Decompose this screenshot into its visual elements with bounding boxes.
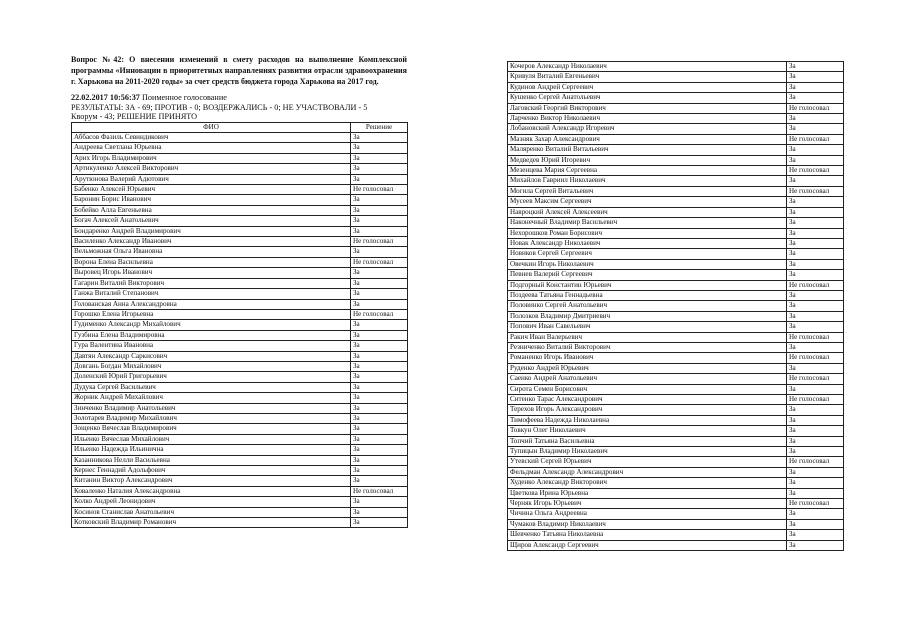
deputy-name: Резниченко Виталий Викторович [508, 342, 787, 352]
deputy-name: Наконечный Владимир Васильевич [508, 218, 787, 228]
table-row [508, 530, 844, 540]
deputy-name: Цветкова Ирина Юрьевна [508, 488, 787, 498]
vote-decision: За [787, 426, 844, 436]
deputy-name: Товкун Олег Николаевич [508, 426, 787, 436]
table-row [508, 322, 844, 332]
vote-decision: За [351, 143, 408, 153]
vote-decision: Не голосовал [787, 332, 844, 342]
vote-decision: За [351, 164, 408, 174]
table-row [508, 384, 844, 394]
table-row [72, 497, 408, 507]
vote-decision: За [787, 124, 844, 134]
table-row [72, 195, 408, 205]
table-row [508, 62, 844, 72]
table-row [508, 155, 844, 165]
table-row [508, 249, 844, 259]
vote-decision: За [787, 82, 844, 92]
table-row [72, 455, 408, 465]
deputy-name: Котковский Владимир Романович [72, 518, 351, 528]
deputy-name: Подгорный Константин Юрьевич [508, 280, 787, 290]
vote-decision: Не голосовал [787, 395, 844, 405]
right-column [507, 61, 844, 551]
table-row [508, 238, 844, 248]
deputy-name: Коваленко Наталия Александровна [72, 486, 351, 496]
deputy-name: Сирота Семен Борисович [508, 384, 787, 394]
table-row [508, 363, 844, 373]
deputy-name: Доленский Юрий Григорьевич [72, 372, 351, 382]
table-row [72, 247, 408, 257]
deputy-name: Щиров Александр Сергеевич [508, 540, 787, 550]
deputy-name: Фельдман Александр Александрович [508, 467, 787, 477]
table-row [508, 280, 844, 290]
deputy-name: Колко Андрей Леонидович [72, 497, 351, 507]
vote-decision: За [787, 530, 844, 540]
vote-decision: За [351, 330, 408, 340]
vote-decision: За [351, 434, 408, 444]
deputy-name: Черняк Игорь Юрьевич [508, 499, 787, 509]
vote-decision: За [787, 176, 844, 186]
vote-decision: За [351, 382, 408, 392]
vote-decision: За [351, 299, 408, 309]
deputy-name: Ильенко Вячеслав Михайлович [72, 434, 351, 444]
table-row [72, 164, 408, 174]
vote-decision: За [787, 384, 844, 394]
vote-quorum: Кворум - 43; РЕШЕНИЕ ПРИНЯТО [71, 112, 198, 122]
vote-decision: За [787, 62, 844, 72]
deputy-name: Чумаков Владимир Николаевич [508, 519, 787, 529]
deputy-name: Мусеев Максим Сергеевич [508, 197, 787, 207]
table-row [72, 153, 408, 163]
vote-decision: За [787, 259, 844, 269]
table-row [72, 226, 408, 236]
table-row [508, 509, 844, 519]
table-row [508, 395, 844, 405]
vote-table-left [71, 122, 408, 529]
deputy-name: Медведев Юрий Игоревич [508, 155, 787, 165]
deputy-name: Богач Алексей Анатольевич [72, 216, 351, 226]
deputy-name: Гура Валентина Ивановна [72, 341, 351, 351]
table-row [72, 351, 408, 361]
vote-decision: За [787, 415, 844, 425]
vote-decision: За [787, 218, 844, 228]
deputy-name: Новак Александр Николаевич [508, 238, 787, 248]
vote-decision: За [787, 467, 844, 477]
deputy-name: Саенко Андрей Анатольевич [508, 374, 787, 384]
table-row [72, 309, 408, 319]
vote-decision: Не голосовал [351, 257, 408, 267]
table-row [508, 478, 844, 488]
vote-decision: Не голосовал [787, 166, 844, 176]
vote-decision: Не голосовал [787, 499, 844, 509]
table-row [508, 114, 844, 124]
table-row [72, 257, 408, 267]
table-row [72, 518, 408, 528]
table-row [508, 207, 844, 217]
vote-decision: За [787, 311, 844, 321]
deputy-name: Кернес Геннадий Адольфович [72, 466, 351, 476]
deputy-name: Ганжа Виталий Степанович [72, 289, 351, 299]
deputy-name: Кривуля Виталий Евгеньевич [508, 72, 787, 82]
vote-table-right-body [508, 62, 844, 551]
vote-decision: Не голосовал [351, 185, 408, 195]
vote-decision: За [787, 238, 844, 248]
deputy-name: Романенко Игорь Иванович [508, 353, 787, 363]
vote-decision: За [351, 413, 408, 423]
table-row [508, 467, 844, 477]
deputy-name: Дудука Сергей Васильевич [72, 382, 351, 392]
deputy-name: Лаговский Георгий Викторович [508, 103, 787, 113]
table-row [72, 330, 408, 340]
vote-decision: За [787, 488, 844, 498]
deputy-name: Баронин Борис Иванович [72, 195, 351, 205]
table-row [508, 447, 844, 457]
table-row [72, 299, 408, 309]
table-row [508, 176, 844, 186]
deputy-name: Бобейко Алла Евгеньевна [72, 205, 351, 215]
vote-table-left-body [72, 133, 408, 528]
vote-decision: За [351, 424, 408, 434]
vote-decision: За [787, 93, 844, 103]
deputy-name: Аббасов Фазиль Севиндикович [72, 133, 351, 143]
deputy-name: Тупицын Владимир Николаевич [508, 447, 787, 457]
table-row [72, 486, 408, 496]
table-row [508, 72, 844, 82]
deputy-name: Навроцкий Алексей Алексеевич [508, 207, 787, 217]
table-row [72, 174, 408, 184]
vote-decision: За [351, 341, 408, 351]
vote-timestamp: 22.02.2017 10:56:37 [71, 93, 140, 103]
table-row [72, 289, 408, 299]
deputy-name: Половинко Сергей Анатольевич [508, 301, 787, 311]
table-row [72, 341, 408, 351]
vote-decision: За [787, 478, 844, 488]
table-row [72, 133, 408, 143]
vote-decision: За [351, 278, 408, 288]
vote-decision: Не голосовал [787, 457, 844, 467]
table-row [508, 103, 844, 113]
deputy-name: Нехорошков Роман Борисович [508, 228, 787, 238]
table-row [508, 301, 844, 311]
table-row [508, 332, 844, 342]
deputy-name: Ракич Иван Валерьевич [508, 332, 787, 342]
table-row [508, 457, 844, 467]
deputy-name: Василенко Александр Иванович [72, 237, 351, 247]
left-column [71, 55, 407, 528]
vote-decision: За [787, 197, 844, 207]
table-row [508, 353, 844, 363]
table-row [72, 445, 408, 455]
table-row [508, 540, 844, 550]
question-title: Вопрос №42: О внесении изменений в смету расходов на выполнение Комплексной программы «Инновации в приоритетных направлениях развития отрасли здравоохранения г. Харькова на 2011-2020 годы» за счет средств бюджета города Харькова на 2017 год. [71, 55, 407, 86]
vote-decision: За [351, 476, 408, 486]
vote-decision: Не голосовал [787, 186, 844, 196]
column-header-name: ФИО [72, 122, 351, 132]
deputy-name: Тимофеева Надежда Николаевна [508, 415, 787, 425]
vote-decision: За [787, 436, 844, 446]
vote-decision: За [351, 320, 408, 330]
deputy-name: Ларченко Виктор Николаевич [508, 114, 787, 124]
table-row [72, 143, 408, 153]
deputy-name: Шевченко Татьяна Николаевна [508, 530, 787, 540]
table-row [72, 278, 408, 288]
deputy-name: Попович Иван Савельевич [508, 322, 787, 332]
table-row [508, 82, 844, 92]
vote-decision: За [787, 145, 844, 155]
deputy-name: Зинченко Владимир Анатольевич [72, 403, 351, 413]
table-row [508, 270, 844, 280]
vote-results: РЕЗУЛЬТАТЫ: ЗА - 69; ПРОТИВ - 0; ВОЗДЕРЖАЛИСЬ - 0; НЕ УЧАСТВОВАЛИ - 5 [71, 102, 368, 112]
vote-decision: За [787, 155, 844, 165]
vote-decision: За [351, 174, 408, 184]
table-row [72, 476, 408, 486]
deputy-name: Ворона Елена Васильевна [72, 257, 351, 267]
deputy-name: Ситенко Тарас Александрович [508, 395, 787, 405]
table-row [508, 218, 844, 228]
deputy-name: Арих Игорь Владимирович [72, 153, 351, 163]
vote-decision: За [351, 393, 408, 403]
deputy-name: Поздеева Татьяна Геннадьевна [508, 290, 787, 300]
vote-decision: За [351, 153, 408, 163]
deputy-name: Горошко Елена Игорьевна [72, 309, 351, 319]
vote-type: Поименное голосование [141, 93, 227, 103]
deputy-name: Бабенко Алексей Юрьевич [72, 185, 351, 195]
vote-decision: За [787, 114, 844, 124]
table-row [72, 507, 408, 517]
deputy-name: Жорник Андрей Михайлович [72, 393, 351, 403]
table-row [72, 382, 408, 392]
vote-decision: За [787, 322, 844, 332]
table-row [508, 426, 844, 436]
table-row [508, 228, 844, 238]
vote-decision: За [351, 403, 408, 413]
deputy-name: Ильенко Надежда Ильинична [72, 445, 351, 455]
vote-decision: За [787, 447, 844, 457]
vote-decision: За [787, 540, 844, 550]
deputy-name: Довгань Богдан Михайлович [72, 361, 351, 371]
deputy-name: Кушенко Сергей Анатольевич [508, 93, 787, 103]
vote-decision: За [351, 216, 408, 226]
deputy-name: Полозков Владимир Дмитриевич [508, 311, 787, 321]
table-row [508, 519, 844, 529]
table-row [508, 499, 844, 509]
deputy-name: Маляренко Виталий Витальевич [508, 145, 787, 155]
table-row [508, 342, 844, 352]
deputy-name: Косинов Станислав Анатольевич [72, 507, 351, 517]
table-row [508, 488, 844, 498]
deputy-name: Золотарев Владимир Михайлович [72, 413, 351, 423]
table-row [508, 405, 844, 415]
table-row [72, 393, 408, 403]
deputy-name: Андреева Светлана Юрьевна [72, 143, 351, 153]
table-row [72, 466, 408, 476]
vote-decision: За [351, 351, 408, 361]
deputy-name: Певнев Валерий Сергеевич [508, 270, 787, 280]
table-row [508, 436, 844, 446]
table-row [72, 216, 408, 226]
table-row [508, 311, 844, 321]
table-row [508, 166, 844, 176]
table-row [508, 290, 844, 300]
deputy-name: Артикуленко Алексей Викторович [72, 164, 351, 174]
vote-decision: За [351, 497, 408, 507]
vote-decision: За [787, 270, 844, 280]
vote-decision: Не голосовал [351, 237, 408, 247]
vote-decision: За [787, 290, 844, 300]
table-row [508, 145, 844, 155]
table-row [508, 415, 844, 425]
deputy-name: Худенко Александр Викторович [508, 478, 787, 488]
vote-decision: За [787, 301, 844, 311]
vote-decision: За [787, 228, 844, 238]
deputy-name: Кудинов Андрей Сергеевич [508, 82, 787, 92]
table-row [508, 186, 844, 196]
vote-decision: За [351, 361, 408, 371]
deputy-name: Казанникова Нелли Васильевна [72, 455, 351, 465]
deputy-name: Овечкин Игорь Николаевич [508, 259, 787, 269]
vote-decision: За [351, 507, 408, 517]
vote-decision: За [351, 455, 408, 465]
table-row [72, 403, 408, 413]
deputy-name: Гудименко Александр Михайлович [72, 320, 351, 330]
deputy-name: Утевский Сергей Юрьевич [508, 457, 787, 467]
vote-decision: За [787, 72, 844, 82]
vote-decision: За [787, 405, 844, 415]
deputy-name: Мазняк Захар Александрович [508, 134, 787, 144]
deputy-name: Давтян Александр Саркисович [72, 351, 351, 361]
deputy-name: Гузбина Елена Владимировна [72, 330, 351, 340]
vote-decision: За [787, 249, 844, 259]
vote-decision: За [787, 207, 844, 217]
deputy-name: Кочеров Александр Николаевич [508, 62, 787, 72]
deputy-name: Терехов Игорь Александрович [508, 405, 787, 415]
vote-decision: За [351, 195, 408, 205]
vote-decision: Не голосовал [787, 353, 844, 363]
deputy-name: Михайлов Гавриил Николаевич [508, 176, 787, 186]
vote-decision: За [787, 363, 844, 373]
vote-decision: За [351, 247, 408, 257]
table-row [72, 185, 408, 195]
deputy-name: Мезенцева Мария Сергеевна [508, 166, 787, 176]
column-header-decision: Решение [351, 122, 408, 132]
table-row [72, 413, 408, 423]
vote-decision: Не голосовал [351, 309, 408, 319]
vote-decision: За [351, 268, 408, 278]
table-row [72, 424, 408, 434]
vote-decision: Не голосовал [787, 280, 844, 290]
table-row [72, 434, 408, 444]
deputy-name: Лобановский Александр Игоревич [508, 124, 787, 134]
table-row [72, 205, 408, 215]
vote-decision: За [351, 133, 408, 143]
deputy-name: Бондаренко Андрей Владимирович [72, 226, 351, 236]
vote-decision: За [787, 342, 844, 352]
vote-decision: Не голосовал [351, 486, 408, 496]
deputy-name: Китанин Виктор Александрович [72, 476, 351, 486]
vote-decision: За [787, 509, 844, 519]
vote-decision: За [351, 466, 408, 476]
table-row [508, 374, 844, 384]
deputy-name: Выровец Игорь Иванович [72, 268, 351, 278]
deputy-name: Голованская Анна Александровна [72, 299, 351, 309]
deputy-name: Арутюнова Валерий Адютович [72, 174, 351, 184]
table-header-row [72, 122, 408, 132]
deputy-name: Могила Сергей Витальевич [508, 186, 787, 196]
deputy-name: Гагарин Виталий Викторович [72, 278, 351, 288]
deputy-name: Новиков Сергей Сергеевич [508, 249, 787, 259]
table-row [508, 93, 844, 103]
deputy-name: Топчий Татьяна Васильевна [508, 436, 787, 446]
vote-decision: Не голосовал [787, 374, 844, 384]
table-row [508, 134, 844, 144]
vote-decision: За [351, 518, 408, 528]
table-row [72, 268, 408, 278]
table-row [72, 361, 408, 371]
deputy-name: Вельможная Ольга Ивановна [72, 247, 351, 257]
deputy-name: Чичина Ольга Андреевна [508, 509, 787, 519]
vote-decision: За [351, 289, 408, 299]
vote-decision: За [351, 226, 408, 236]
deputy-name: Зощенко Вячеслав Владимирович [72, 424, 351, 434]
vote-decision: За [787, 519, 844, 529]
table-row [508, 124, 844, 134]
table-row [508, 259, 844, 269]
table-row [72, 320, 408, 330]
vote-decision: Не голосовал [787, 103, 844, 113]
vote-decision: За [351, 445, 408, 455]
vote-decision: За [351, 372, 408, 382]
session-meta [71, 93, 407, 121]
table-row [72, 372, 408, 382]
vote-table-right [507, 61, 844, 551]
table-row [72, 237, 408, 247]
table-row [508, 197, 844, 207]
deputy-name: Руденко Андрей Юрьевич [508, 363, 787, 373]
vote-decision: Не голосовал [787, 134, 844, 144]
vote-decision: За [351, 205, 408, 215]
